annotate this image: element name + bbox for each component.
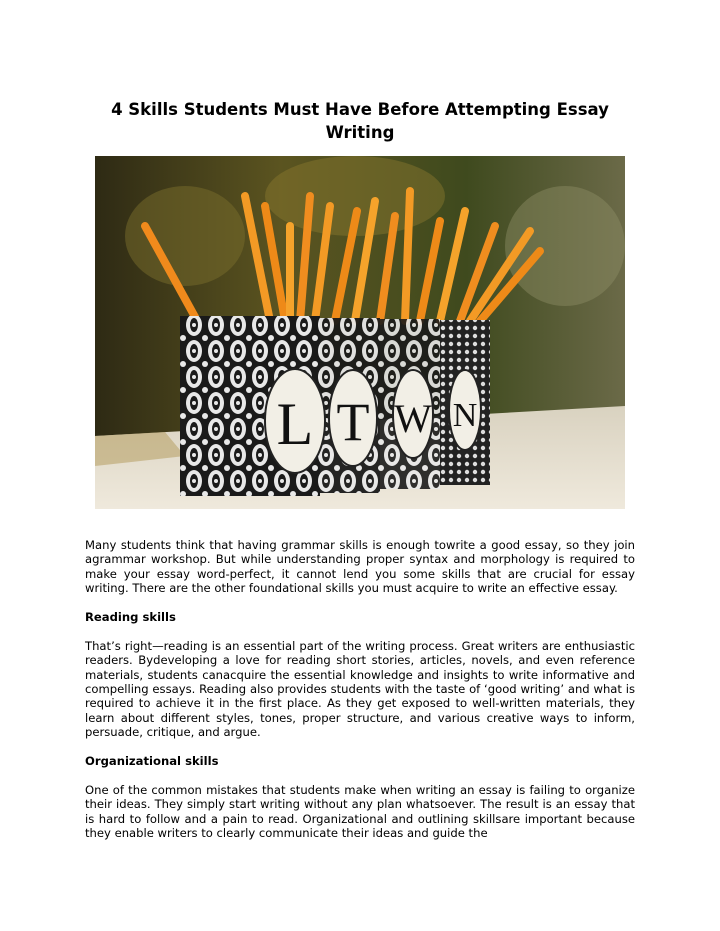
section-paragraph-reading: That’s right—reading is an essential part of the writing process. Great writers are enthusiastic readers. Bydeveloping a love for reading short stories, articles, novels, and even reference materials, students canacquire the essential knowledge and insights to write informative and compelling essays. Reading also provides students with the taste of ‘good writing’ and what is required to achieve it in the first place. As they get exposed to well-written materials, they learn about different styles, tones, proper structure, and various creative ways to inform, persuade, critique, and argue. (85, 638, 635, 740)
cup-letter-t: T (336, 392, 370, 452)
pencil-cups-photo (95, 156, 625, 509)
cup-letter-n: N (452, 397, 478, 434)
section-paragraph-organizational: One of the common mistakes that students make when writing an essay is failing to organize their ideas. They simply start writing without any plan whatsoever. The result is an essay that is hard to follow and a pain to read. Organizational and outlining skillsare important because they enable writers to clearly communicate their ideas and guide the (85, 782, 635, 841)
cup-letter-w: W (394, 396, 432, 441)
article-body (85, 538, 635, 855)
intro-paragraph: Many students think that having grammar skills is enough towrite a good essay, so they join agrammar workshop. But while understanding proper syntax and morphology is required to make your essay word-perfect, it cannot lend you some skills that are crucial for essay writing. There are the other foundational skills you must acquire to write an effective essay. (85, 538, 635, 596)
section-heading-organizational: Organizational skills (85, 754, 219, 769)
section-heading-reading: Reading skills (85, 610, 176, 625)
cup-letter-l: L (276, 391, 314, 457)
page-title: 4 Skills Students Must Have Before Attempting Essay Writing (111, 100, 609, 142)
